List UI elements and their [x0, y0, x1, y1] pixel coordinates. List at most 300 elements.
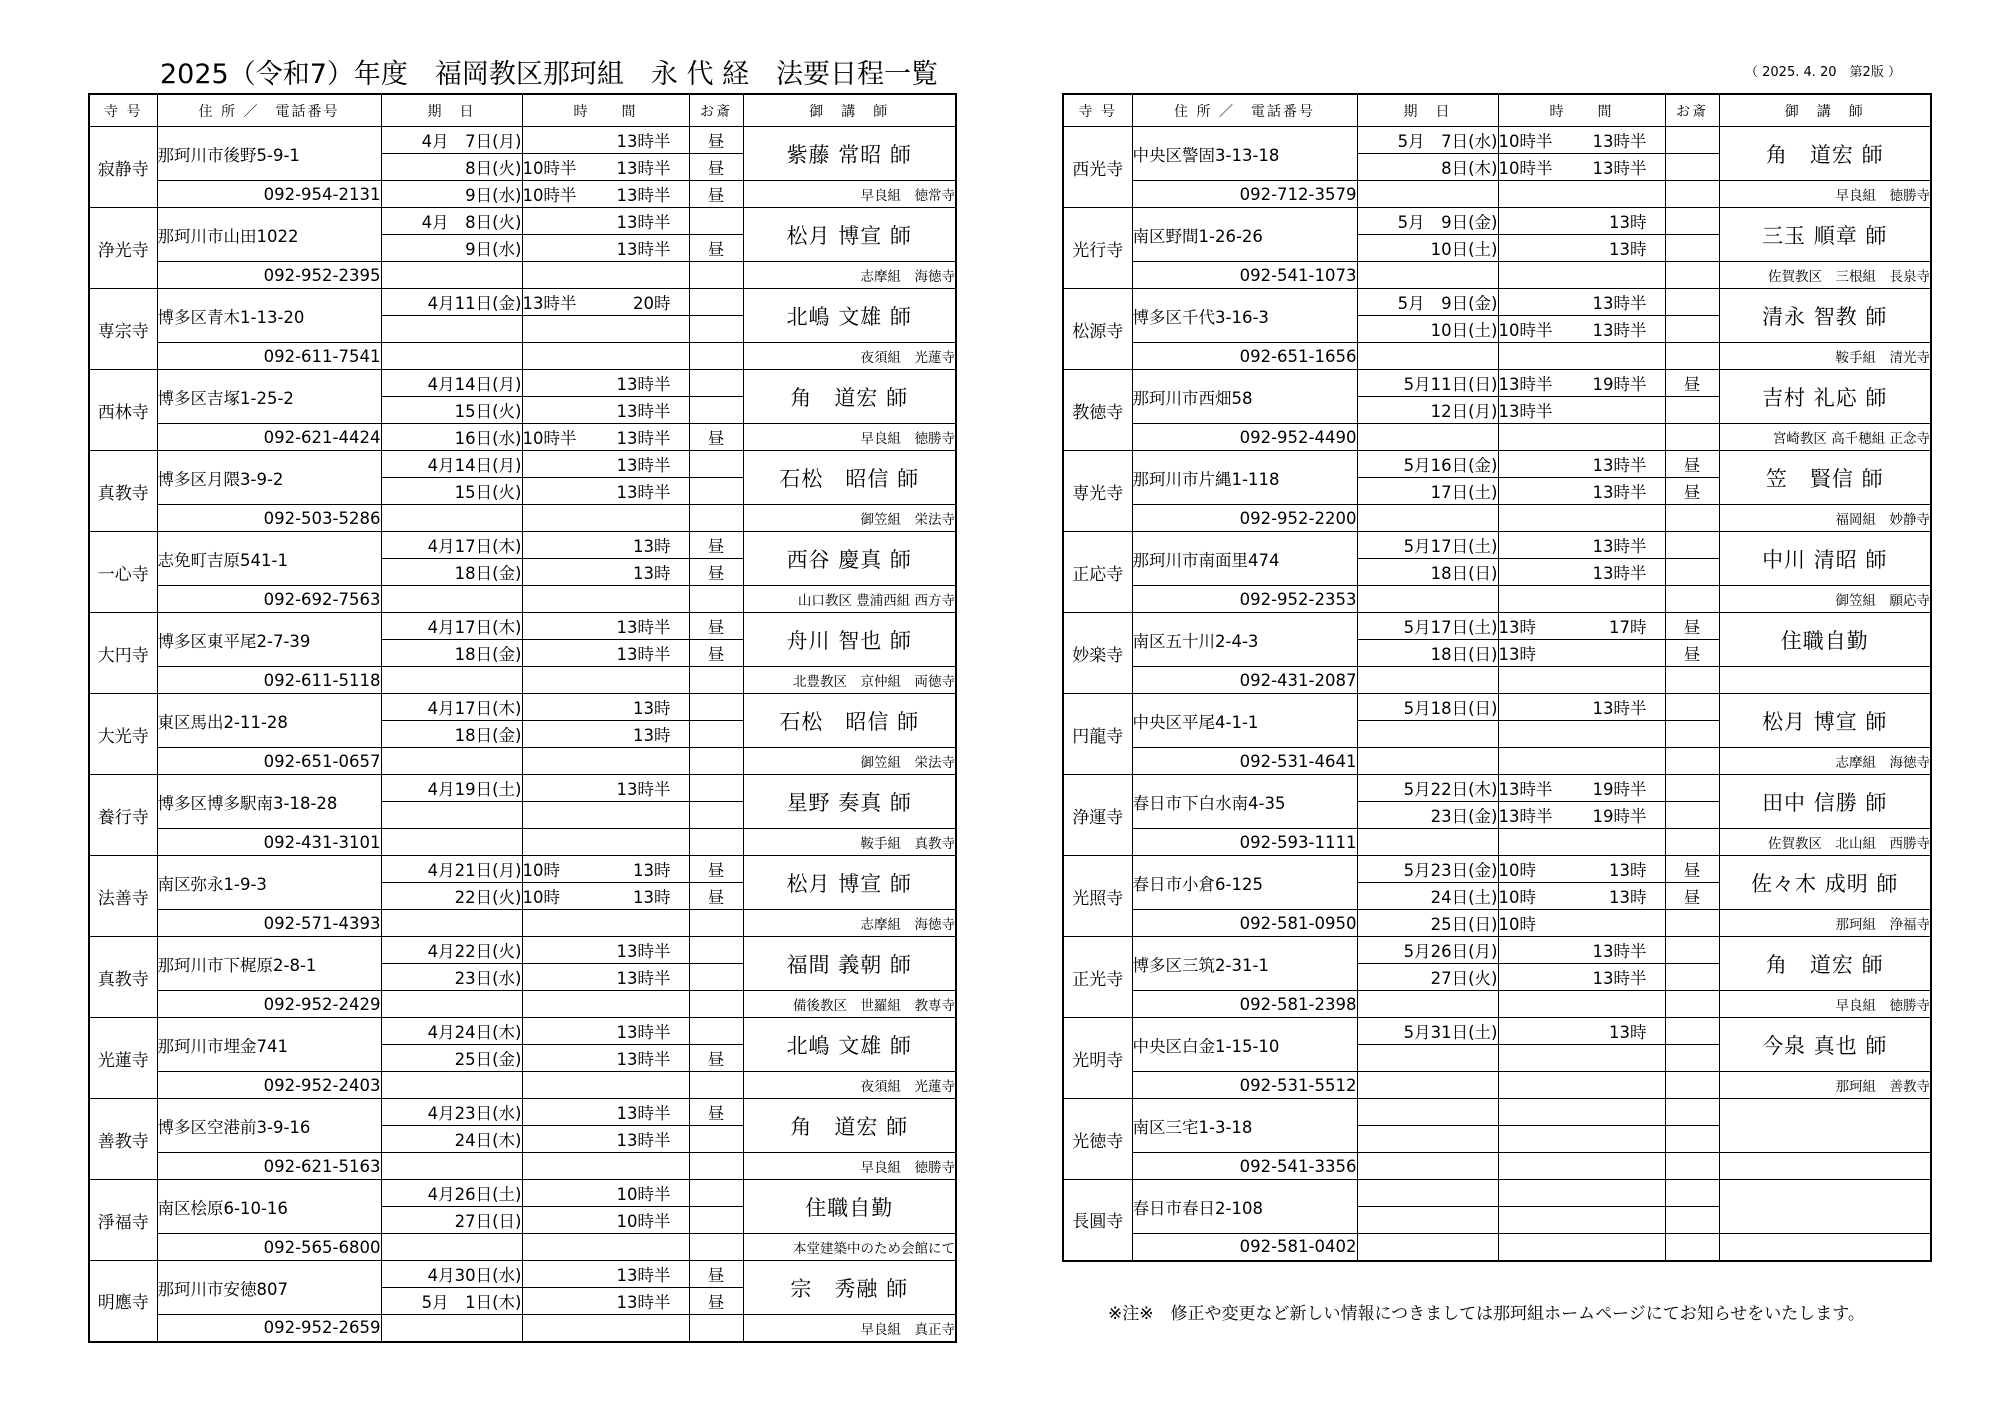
- schedule-time: [522, 181, 689, 208]
- schedule-time: [522, 802, 689, 829]
- phone-number: 092-952-4490: [1132, 424, 1357, 451]
- schedule-date: 24日(木): [381, 1126, 522, 1153]
- preacher-affiliation: [1719, 667, 1931, 694]
- preacher-name: 星野 奏真 師: [743, 775, 956, 829]
- schedule-time: [522, 1261, 689, 1288]
- schedule-time: [1498, 478, 1665, 505]
- phone-number: 092-541-1073: [1132, 262, 1357, 289]
- schedule-date: 10日(土): [1357, 316, 1498, 343]
- schedule-date: 5月26日(月): [1357, 937, 1498, 964]
- schedule-date: 8日(木): [1357, 154, 1498, 181]
- preacher-name: 角 道宏 師: [1719, 127, 1931, 181]
- schedule-time: [522, 613, 689, 640]
- schedule-date: [1357, 181, 1498, 208]
- schedule-date: 4月11日(金): [381, 289, 522, 316]
- phone-number: 092-611-5118: [157, 667, 381, 694]
- second-time: 17時: [1609, 618, 1647, 637]
- schedule-date: 5月 9日(金): [1357, 289, 1498, 316]
- start-time: 10時: [522, 861, 560, 880]
- second-time: 13時: [1609, 240, 1647, 259]
- temple-name: 正応寺: [1063, 532, 1132, 613]
- temple-name: 松源寺: [1063, 289, 1132, 370]
- meal-indicator: [689, 451, 743, 478]
- address: 那珂川市西畑58: [1132, 370, 1357, 424]
- meal-indicator: 昼: [1665, 613, 1719, 640]
- meal-indicator: [1665, 667, 1719, 694]
- schedule-date: 18日(日): [1357, 559, 1498, 586]
- schedule-time: [1498, 505, 1665, 532]
- schedule-date: [1357, 262, 1498, 289]
- table-row: [1063, 451, 1931, 478]
- address: 中央区平尾4-1-1: [1132, 694, 1357, 748]
- schedule-date: 23日(金): [1357, 802, 1498, 829]
- meal-indicator: [689, 802, 743, 829]
- schedule-date: 25日(日): [1357, 910, 1498, 937]
- second-time: 10時半: [616, 1185, 671, 1204]
- preacher-affiliation: 那珂組 善教寺: [1719, 1072, 1931, 1099]
- schedule-time: [1498, 316, 1665, 343]
- meal-indicator: [1665, 559, 1719, 586]
- meal-indicator: [689, 937, 743, 964]
- second-time: 13時半: [616, 1050, 671, 1069]
- schedule-time: [1498, 883, 1665, 910]
- meal-indicator: [1665, 1045, 1719, 1072]
- schedule-time: [522, 1045, 689, 1072]
- preacher-name: 舟川 智也 師: [743, 613, 956, 667]
- address: 南区三宅1-3-18: [1132, 1099, 1357, 1153]
- meal-indicator: [689, 586, 743, 613]
- start-time: 10時: [1498, 915, 1536, 934]
- schedule-date: 4月19日(土): [381, 775, 522, 802]
- schedule-time: [522, 559, 689, 586]
- schedule-date: 9日(水): [381, 181, 522, 208]
- temple-name: 西林寺: [89, 370, 157, 451]
- schedule-time: [1498, 910, 1665, 937]
- schedule-time: [1498, 532, 1665, 559]
- preacher-name: 住職自勤: [743, 1180, 956, 1234]
- temple-name: 長圓寺: [1063, 1180, 1132, 1261]
- schedule-date: [381, 1315, 522, 1342]
- start-time: 13時半: [1498, 375, 1553, 394]
- meal-indicator: [1665, 1153, 1719, 1180]
- second-time: 13時半: [1592, 564, 1647, 583]
- address: 博多区月隈3-9-2: [157, 451, 381, 505]
- phone-number: 092-531-5512: [1132, 1072, 1357, 1099]
- table-row: [89, 694, 956, 721]
- second-time: 13時: [1609, 861, 1647, 880]
- schedule-time: [1498, 748, 1665, 775]
- second-time: 13時半: [616, 483, 671, 502]
- address: 那珂川市山田1022: [157, 208, 381, 262]
- preacher-name: 北嶋 文雄 師: [743, 289, 956, 343]
- schedule-time: [522, 910, 689, 937]
- second-time: 13時半: [616, 1293, 671, 1312]
- second-time: 13時半: [616, 645, 671, 664]
- schedule-date: 4月17日(木): [381, 532, 522, 559]
- schedule-date: 15日(火): [381, 397, 522, 424]
- schedule-time: [522, 937, 689, 964]
- meal-indicator: [689, 829, 743, 856]
- preacher-affiliation: 本堂建築中のため会館にて: [743, 1234, 956, 1261]
- meal-indicator: [689, 1126, 743, 1153]
- schedule-time: [522, 775, 689, 802]
- preacher-name: 石松 昭信 師: [743, 694, 956, 748]
- meal-indicator: 昼: [689, 1261, 743, 1288]
- schedule-time: [1498, 1207, 1665, 1234]
- meal-indicator: [1665, 397, 1719, 424]
- schedule-time: [522, 397, 689, 424]
- schedule-date: [1357, 1072, 1498, 1099]
- table-row: [89, 1153, 956, 1180]
- schedule-date: 8日(火): [381, 154, 522, 181]
- schedule-date: 5月 1日(木): [381, 1288, 522, 1315]
- table-row: [1063, 667, 1931, 694]
- meal-indicator: [1665, 262, 1719, 289]
- meal-indicator: [689, 505, 743, 532]
- schedule-date: 12日(月): [1357, 397, 1498, 424]
- start-time: 10時: [522, 888, 560, 907]
- meal-indicator: 昼: [689, 181, 743, 208]
- preacher-affiliation: 御笠組 願応寺: [1719, 586, 1931, 613]
- meal-indicator: [689, 289, 743, 316]
- table-row: [1063, 991, 1931, 1018]
- phone-number: 092-593-1111: [1132, 829, 1357, 856]
- meal-indicator: [689, 775, 743, 802]
- schedule-date: 25日(金): [381, 1045, 522, 1072]
- table-row: [1063, 775, 1931, 802]
- table-row: [1063, 127, 1931, 154]
- temple-name: 善教寺: [89, 1099, 157, 1180]
- preacher-name: 松月 博宣 師: [1719, 694, 1931, 748]
- temple-name: 円龍寺: [1063, 694, 1132, 775]
- table-row: [89, 1072, 956, 1099]
- meal-indicator: [1665, 235, 1719, 262]
- table-row: [1063, 343, 1931, 370]
- schedule-date: [381, 262, 522, 289]
- second-time: 19時半: [1592, 375, 1647, 394]
- preacher-name: 石松 昭信 師: [743, 451, 956, 505]
- table-row: [89, 262, 956, 289]
- meal-indicator: [1665, 1072, 1719, 1099]
- temple-name: 専宗寺: [89, 289, 157, 370]
- schedule-date: [1357, 748, 1498, 775]
- table-row: [1063, 937, 1931, 964]
- col-temple: 寺 号: [1063, 94, 1132, 127]
- table-row: [1063, 694, 1931, 721]
- table-row: [89, 343, 956, 370]
- address: 那珂川市片縄1-118: [1132, 451, 1357, 505]
- phone-number: 092-503-5286: [157, 505, 381, 532]
- schedule-date: 22日(火): [381, 883, 522, 910]
- meal-indicator: 昼: [689, 640, 743, 667]
- meal-indicator: [1665, 154, 1719, 181]
- preacher-name: 佐々木 成明 師: [1719, 856, 1931, 910]
- schedule-date: [381, 991, 522, 1018]
- preacher-name: [1719, 1180, 1931, 1234]
- meal-indicator: [1665, 586, 1719, 613]
- second-time: 13時: [1609, 888, 1647, 907]
- temple-name: 浄運寺: [1063, 775, 1132, 856]
- schedule-date: 4月14日(月): [381, 370, 522, 397]
- col-address: 住 所 ／ 電話番号: [1132, 94, 1357, 127]
- preacher-affiliation: 早良組 真正寺: [743, 1315, 956, 1342]
- schedule-date: 18日(日): [1357, 640, 1498, 667]
- table-row: [89, 586, 956, 613]
- schedule-time: [522, 262, 689, 289]
- schedule-date: 18日(金): [381, 640, 522, 667]
- preacher-affiliation: [1719, 1153, 1931, 1180]
- phone-number: 092-611-7541: [157, 343, 381, 370]
- second-time: 13時半: [616, 402, 671, 421]
- table-row: [1063, 424, 1931, 451]
- schedule-time: [522, 343, 689, 370]
- second-time: 13時: [633, 564, 671, 583]
- schedule-date: [381, 829, 522, 856]
- meal-indicator: 昼: [1665, 478, 1719, 505]
- meal-indicator: [1665, 1099, 1719, 1126]
- schedule-time: [1498, 1099, 1665, 1126]
- meal-indicator: [689, 397, 743, 424]
- address: 那珂川市埋金741: [157, 1018, 381, 1072]
- address: 春日市下白水南4-35: [1132, 775, 1357, 829]
- meal-indicator: [689, 262, 743, 289]
- address: 南区五十川2-4-3: [1132, 613, 1357, 667]
- temple-name: 妙楽寺: [1063, 613, 1132, 694]
- schedule-date: 4月14日(月): [381, 451, 522, 478]
- start-time: 10時半: [522, 186, 577, 205]
- schedule-time: [1498, 586, 1665, 613]
- schedule-time: [522, 640, 689, 667]
- second-time: 13時: [1609, 213, 1647, 232]
- temple-name: 光徳寺: [1063, 1099, 1132, 1180]
- phone-number: 092-565-6800: [157, 1234, 381, 1261]
- table-row: [1063, 262, 1931, 289]
- address: 春日市小倉6-125: [1132, 856, 1357, 910]
- temple-name: 浄光寺: [89, 208, 157, 289]
- temple-name: 教徳寺: [1063, 370, 1132, 451]
- col-date: 期 日: [1357, 94, 1498, 127]
- temple-name: 大円寺: [89, 613, 157, 694]
- temple-name: 明應寺: [89, 1261, 157, 1342]
- preacher-name: [1719, 1099, 1931, 1153]
- schedule-date: 5月22日(木): [1357, 775, 1498, 802]
- address: 博多区博多駅南3-18-28: [157, 775, 381, 829]
- second-time: 13時半: [616, 213, 671, 232]
- phone-number: 092-692-7563: [157, 586, 381, 613]
- schedule-time: [1498, 208, 1665, 235]
- meal-indicator: 昼: [689, 856, 743, 883]
- second-time: 13時半: [1592, 969, 1647, 988]
- schedule-time: [1498, 127, 1665, 154]
- address: 博多区吉塚1-25-2: [157, 370, 381, 424]
- preacher-name: 松月 博宣 師: [743, 856, 956, 910]
- schedule-time: [1498, 235, 1665, 262]
- preacher-affiliation: 志摩組 海徳寺: [743, 262, 956, 289]
- second-time: 13時半: [616, 1266, 671, 1285]
- table-row: [89, 532, 956, 559]
- second-time: 13時半: [616, 429, 671, 448]
- preacher-affiliation: [1719, 1234, 1931, 1261]
- schedule-time: [1498, 802, 1665, 829]
- schedule-table-left: [88, 93, 957, 1343]
- schedule-time: [522, 991, 689, 1018]
- schedule-time: [1498, 721, 1665, 748]
- second-time: 13時半: [616, 1104, 671, 1123]
- schedule-time: [1498, 370, 1665, 397]
- schedule-date: [381, 910, 522, 937]
- address: 中央区白金1-15-10: [1132, 1018, 1357, 1072]
- schedule-date: 17日(土): [1357, 478, 1498, 505]
- address: 那珂川市後野5-9-1: [157, 127, 381, 181]
- schedule-time: [1498, 424, 1665, 451]
- schedule-date: 4月17日(木): [381, 613, 522, 640]
- preacher-affiliation: 早良組 徳勝寺: [743, 424, 956, 451]
- schedule-date: [381, 1234, 522, 1261]
- schedule-date: 5月 7日(水): [1357, 127, 1498, 154]
- meal-indicator: [689, 721, 743, 748]
- address: 中央区警固3-13-18: [1132, 127, 1357, 181]
- address: 博多区三筑2-31-1: [1132, 937, 1357, 991]
- schedule-date: 5月16日(金): [1357, 451, 1498, 478]
- table-row: [89, 289, 956, 316]
- table-row: [1063, 1018, 1931, 1045]
- second-time: 10時半: [616, 1212, 671, 1231]
- address: 那珂川市安徳807: [157, 1261, 381, 1315]
- preacher-name: 吉村 礼応 師: [1719, 370, 1931, 424]
- address: 南区桧原6-10-16: [157, 1180, 381, 1234]
- meal-indicator: [689, 1234, 743, 1261]
- schedule-date: 5月11日(日): [1357, 370, 1498, 397]
- schedule-time: [522, 586, 689, 613]
- meal-indicator: [689, 667, 743, 694]
- schedule-time: [522, 694, 689, 721]
- meal-indicator: [1665, 1207, 1719, 1234]
- preacher-affiliation: 御笠組 栄法寺: [743, 505, 956, 532]
- phone-number: 092-651-1656: [1132, 343, 1357, 370]
- meal-indicator: [1665, 910, 1719, 937]
- phone-number: 092-581-2398: [1132, 991, 1357, 1018]
- table-row: [1063, 289, 1931, 316]
- phone-number: 092-541-3356: [1132, 1153, 1357, 1180]
- table-row: [1063, 181, 1931, 208]
- schedule-time: [522, 829, 689, 856]
- schedule-date: [381, 1153, 522, 1180]
- second-time: 13時半: [1592, 537, 1647, 556]
- table-row: [1063, 370, 1931, 397]
- temple-name: 光蓮寺: [89, 1018, 157, 1099]
- preacher-name: 笠 賢信 師: [1719, 451, 1931, 505]
- second-time: 13時半: [616, 456, 671, 475]
- table-row: [89, 910, 956, 937]
- table-row: [89, 1180, 956, 1207]
- schedule-date: 4月30日(水): [381, 1261, 522, 1288]
- schedule-time: [522, 532, 689, 559]
- preacher-name: 三玉 順章 師: [1719, 208, 1931, 262]
- table-row: [1063, 532, 1931, 559]
- schedule-time: [1498, 856, 1665, 883]
- schedule-date: [381, 1072, 522, 1099]
- schedule-time: [522, 1099, 689, 1126]
- schedule-date: [381, 667, 522, 694]
- meal-indicator: [1665, 181, 1719, 208]
- schedule-date: 5月 9日(金): [1357, 208, 1498, 235]
- col-time: 時 間: [522, 94, 689, 127]
- schedule-date: 10日(土): [1357, 235, 1498, 262]
- second-time: 13時半: [1592, 132, 1647, 151]
- preacher-name: 松月 博宣 師: [743, 208, 956, 262]
- meal-indicator: [1665, 127, 1719, 154]
- meal-indicator: [689, 694, 743, 721]
- meal-indicator: [1665, 343, 1719, 370]
- second-time: 13時半: [616, 159, 671, 178]
- schedule-date: 4月21日(月): [381, 856, 522, 883]
- schedule-time: [522, 1180, 689, 1207]
- schedule-date: [1357, 424, 1498, 451]
- second-time: 13時半: [1592, 942, 1647, 961]
- table-row: [89, 829, 956, 856]
- schedule-date: [381, 802, 522, 829]
- table-row: [89, 208, 956, 235]
- schedule-date: 4月26日(土): [381, 1180, 522, 1207]
- meal-indicator: [689, 370, 743, 397]
- meal-indicator: [1665, 505, 1719, 532]
- address: 南区弥永1-9-3: [157, 856, 381, 910]
- preacher-affiliation: 鞍手組 清光寺: [1719, 343, 1931, 370]
- phone-number: 092-431-2087: [1132, 667, 1357, 694]
- temple-name: 光照寺: [1063, 856, 1132, 937]
- address: 博多区千代3-16-3: [1132, 289, 1357, 343]
- schedule-time: [522, 154, 689, 181]
- table-row: [1063, 1153, 1931, 1180]
- schedule-date: 5月18日(日): [1357, 694, 1498, 721]
- second-time: 13時: [633, 699, 671, 718]
- schedule-time: [522, 208, 689, 235]
- phone-number: 092-952-2429: [157, 991, 381, 1018]
- table-row: [89, 775, 956, 802]
- schedule-time: [522, 235, 689, 262]
- second-time: 19時半: [1592, 780, 1647, 799]
- table-row: [89, 748, 956, 775]
- temple-name: 真教寺: [89, 937, 157, 1018]
- col-date: 期 日: [381, 94, 522, 127]
- table-row: [1063, 1072, 1931, 1099]
- phone-number: 092-952-2200: [1132, 505, 1357, 532]
- meal-indicator: [689, 1153, 743, 1180]
- address: 東区馬出2-11-28: [157, 694, 381, 748]
- schedule-time: [522, 424, 689, 451]
- table-row: [89, 181, 956, 208]
- schedule-date: 4月22日(火): [381, 937, 522, 964]
- meal-indicator: [1665, 775, 1719, 802]
- second-time: 13時半: [616, 375, 671, 394]
- schedule-date: [1357, 1126, 1498, 1153]
- meal-indicator: [1665, 1234, 1719, 1261]
- second-time: 13時半: [616, 186, 671, 205]
- schedule-time: [1498, 559, 1665, 586]
- start-time: 10時半: [522, 159, 577, 178]
- second-time: 13時半: [1592, 456, 1647, 475]
- meal-indicator: [689, 478, 743, 505]
- meal-indicator: [1665, 802, 1719, 829]
- preacher-name: 田中 信勝 師: [1719, 775, 1931, 829]
- meal-indicator: 昼: [689, 613, 743, 640]
- preacher-name: 紫藤 常昭 師: [743, 127, 956, 181]
- preacher-name: 住職自勤: [1719, 613, 1931, 667]
- second-time: 13時半: [616, 1131, 671, 1150]
- version-label: （ 2025. 4. 20 第2版 ）: [1745, 65, 1901, 80]
- table-row: [89, 991, 956, 1018]
- meal-indicator: [689, 991, 743, 1018]
